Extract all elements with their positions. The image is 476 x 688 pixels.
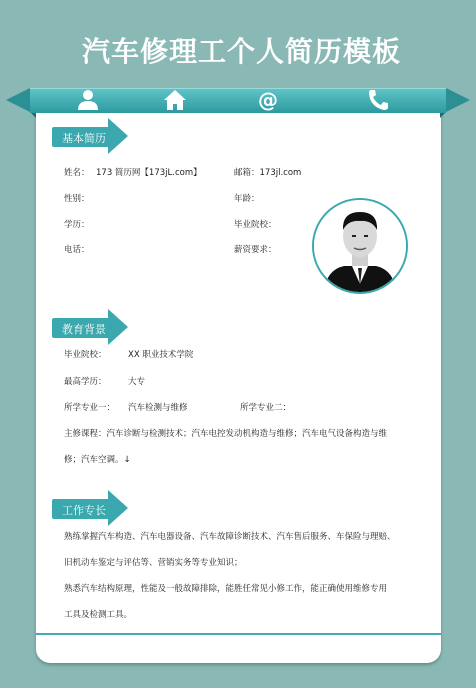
section-title: 基本简历 bbox=[62, 132, 106, 145]
major1-label: 所学专业一： bbox=[64, 403, 116, 413]
skills-line-1: 熟练掌握汽车构造、汽车电器设备、汽车故障诊断技术、汽车售后服务、车保险与理赔、 bbox=[64, 532, 396, 542]
user-icon bbox=[76, 89, 100, 111]
courses-line-2: 修；汽车空调。↓ bbox=[64, 455, 131, 465]
edu-school-label: 毕业院校： bbox=[64, 350, 107, 360]
section-title: 教育背景 bbox=[62, 323, 106, 336]
gender-label: 性别： bbox=[64, 194, 90, 204]
at-icon bbox=[256, 89, 280, 111]
bottom-divider bbox=[36, 633, 441, 635]
edu-school-value: XX 职业技术学院 bbox=[128, 350, 194, 360]
edu-degree-value: 大专 bbox=[128, 377, 146, 387]
section-heading-education bbox=[52, 309, 132, 343]
age-label: 年龄： bbox=[234, 194, 260, 204]
section-heading-basic bbox=[52, 118, 132, 152]
home-icon bbox=[163, 89, 187, 111]
phone-label: 电话： bbox=[64, 245, 90, 255]
phone-icon bbox=[366, 89, 390, 111]
page-title: 汽车修理工个人简历模板 bbox=[82, 35, 402, 68]
skills-line-4: 工具及检测工具。 bbox=[64, 610, 133, 620]
degree-label: 学历： bbox=[64, 220, 90, 230]
skills-line-3: 熟悉汽车结构原理，性能及一般故障排除，能胜任常见小修工作，能正确使用维修专用 bbox=[64, 584, 388, 594]
section-heading-skills bbox=[52, 490, 132, 524]
major2-label: 所学专业二： bbox=[240, 403, 292, 413]
svg-text:@: @ bbox=[258, 89, 278, 111]
ribbon-right-end bbox=[446, 88, 470, 112]
courses-line-1: 主修课程：汽车诊断与检测技术；汽车电控发动机构造与维修；汽车电气设备构造与维 bbox=[64, 429, 388, 439]
section-title: 工作专长 bbox=[62, 504, 106, 517]
major1-value: 汽车检测与维修 bbox=[128, 403, 188, 413]
ribbon-left-end bbox=[6, 88, 30, 112]
avatar bbox=[312, 198, 408, 294]
email-label: 邮箱：173jl.com bbox=[234, 168, 302, 178]
edu-degree-label: 最高学历： bbox=[64, 377, 107, 387]
salary-label: 薪资要求： bbox=[234, 245, 277, 255]
school-label: 毕业院校： bbox=[234, 220, 277, 230]
header-ribbon bbox=[0, 85, 476, 115]
skills-line-2: 旧机动车鉴定与评估等、营销实务等专业知识； bbox=[64, 558, 243, 568]
name-label: 姓名： bbox=[64, 168, 90, 178]
name-value: 173 简历网【173jL.com】 bbox=[96, 168, 202, 178]
